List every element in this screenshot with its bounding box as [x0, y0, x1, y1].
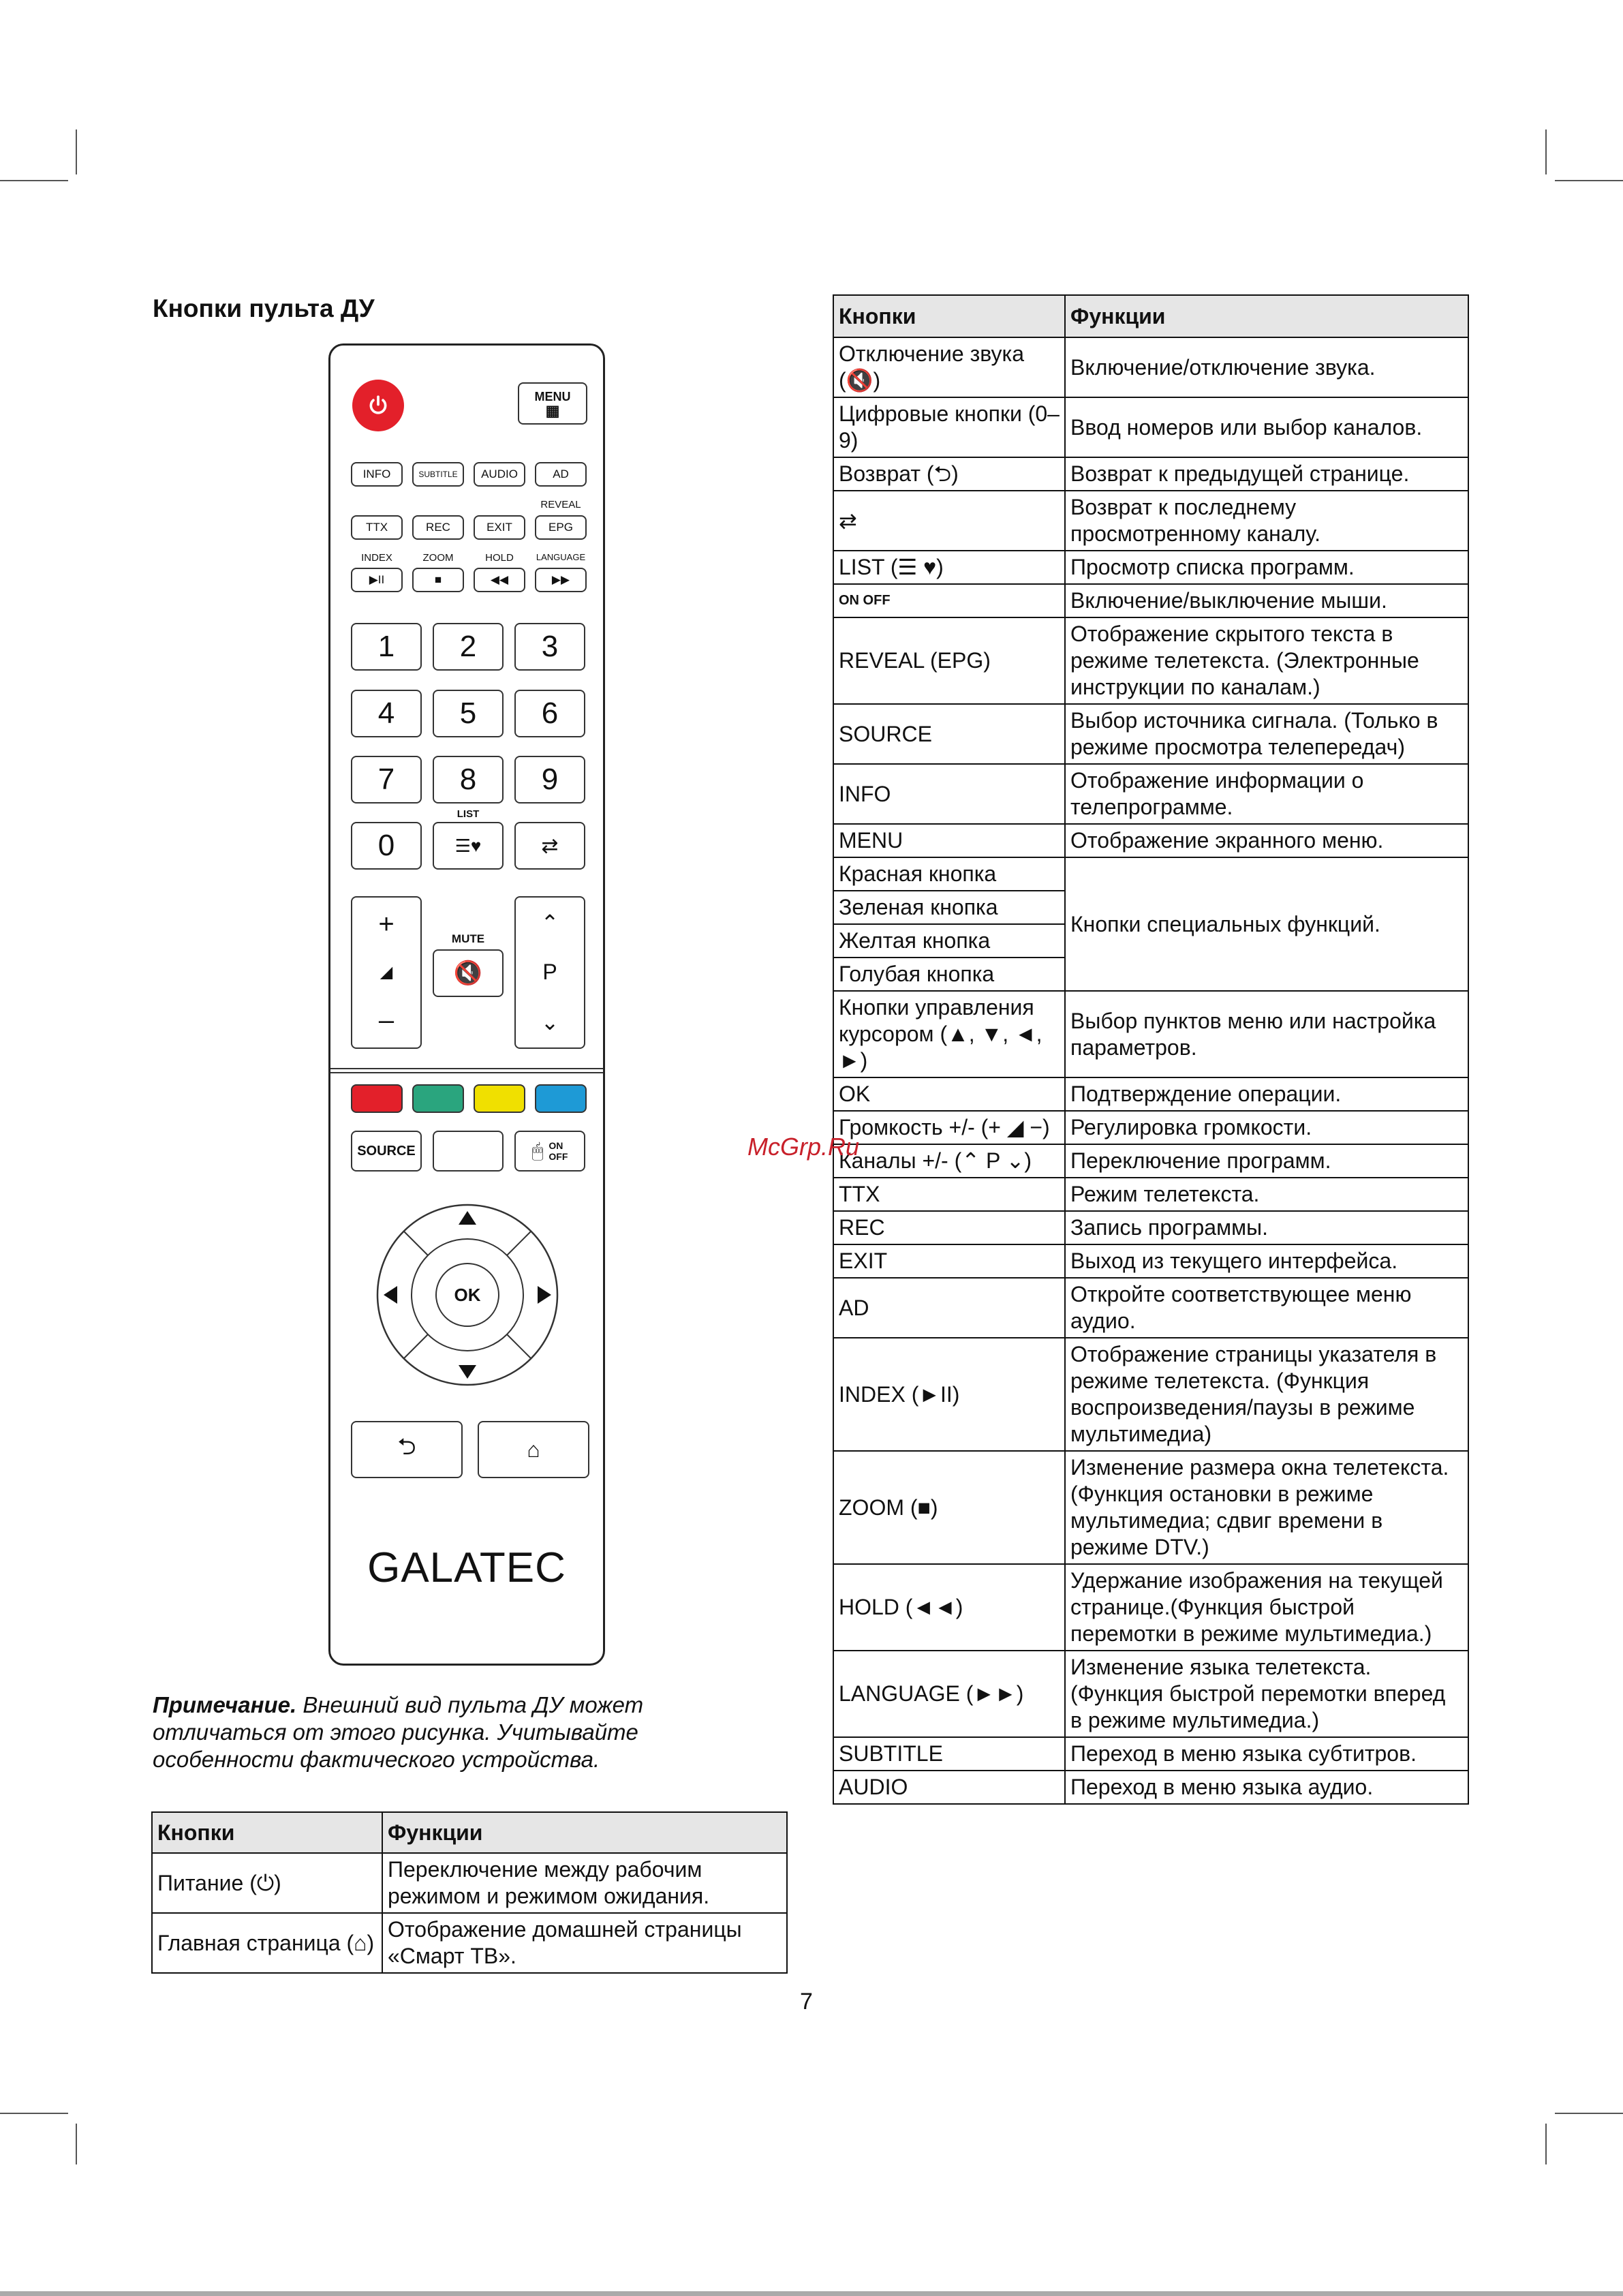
back-button[interactable]	[351, 1421, 463, 1478]
table-row: Возврат (⮌) Возврат к предыдущей странице.	[833, 457, 1468, 491]
volume-minus: –	[378, 1005, 395, 1036]
table-row: INFO Отображение информации о телепрограмме.	[833, 764, 1468, 824]
digit-9-button[interactable]: 9	[514, 756, 585, 803]
digit-8-button[interactable]: 8	[433, 756, 504, 803]
info-button[interactable]: INFO	[351, 462, 403, 487]
digit-2-button[interactable]: 2	[433, 623, 504, 671]
epg-button[interactable]: EPG	[535, 515, 587, 540]
table-row: Голубая кнопка	[833, 958, 1468, 991]
table-row: SOURCE Выбор источника сигнала. (Только в режиме просмотра телепередач)	[833, 704, 1468, 764]
zoom-button[interactable]	[412, 568, 464, 592]
table-row: AD Откройте соответствующее меню аудио.	[833, 1278, 1468, 1338]
home-button[interactable]	[478, 1421, 589, 1478]
mouse-toggle-button[interactable]	[514, 1131, 585, 1172]
table-row: AUDIO Переход в меню языка аудио.	[833, 1771, 1468, 1804]
play-pause-icon: ▶II	[369, 573, 385, 586]
table-row: EXIT Выход из текущего интерфейса.	[833, 1244, 1468, 1278]
note-text: Внешний вид пульта ДУ может отличаться от этого рисунка. Учитывайте особенности фактического устройства.	[153, 1692, 644, 1772]
table-row: Желтая кнопка	[833, 924, 1468, 958]
page-number: 7	[800, 1989, 813, 2015]
language-button[interactable]	[535, 568, 587, 592]
header-functions: Функции	[1065, 295, 1468, 337]
index-button[interactable]	[351, 568, 403, 592]
table-row: REC Запись программы.	[833, 1211, 1468, 1244]
crop-mark	[76, 2124, 77, 2164]
grid-icon: ▦	[545, 401, 560, 419]
digit-7-button[interactable]: 7	[351, 756, 422, 803]
table-row: TTX Режим телетекста.	[833, 1178, 1468, 1211]
note	[153, 1692, 752, 1773]
subtitle-button[interactable]: SUBTITLE	[412, 462, 464, 487]
table-row: REVEAL (EPG) Отображение скрытого текста в режиме телетекста. (Электронные инструкции по каналам.)	[833, 617, 1468, 704]
table-row: Отключение звука (🔇) Включение/отключение звука.	[833, 337, 1468, 397]
language-label: LANGUAGE	[536, 552, 586, 562]
table-row: Зеленая кнопка	[833, 891, 1468, 924]
table-row: Кнопки управления курсором (▲, ▼, ◄, ►) Выбор пунктов меню или настройка параметров.	[833, 991, 1468, 1077]
table-row: ON OFF Включение/выключение мыши.	[833, 584, 1468, 617]
ok-label: OK	[454, 1285, 481, 1305]
table-row: LIST (☰ ♥) Просмотр списка программ.	[833, 551, 1468, 584]
list-button[interactable]	[433, 822, 504, 870]
blue-button[interactable]	[535, 1084, 587, 1113]
list-label: LIST	[457, 808, 480, 820]
table-row: SUBTITLE Переход в меню языка субтитров.	[833, 1737, 1468, 1771]
crop-mark	[0, 180, 68, 181]
table-row: Каналы +/- (⌃ P ⌄) Переключение программ.	[833, 1144, 1468, 1178]
table-row: Питание (⏻) Переключение между рабочим режимом и режимом ожидания.	[152, 1853, 787, 1913]
digit-6-button[interactable]: 6	[514, 690, 585, 737]
recall-icon: ⇄	[541, 834, 559, 857]
stop-icon: ■	[434, 573, 442, 586]
volume-plus: +	[378, 908, 395, 939]
power-button[interactable]	[352, 380, 404, 431]
note-bold: Примечание.	[153, 1692, 297, 1717]
channel-rocker[interactable]	[514, 896, 585, 1049]
mouse-icon: 🖱	[531, 1139, 544, 1161]
volume-icon: ◢	[380, 963, 393, 982]
index-label: INDEX	[361, 552, 392, 564]
digit-4-button[interactable]: 4	[351, 690, 422, 737]
table-row: HOLD (◄◄) Удержание изображения на текущей странице.(Функция быстрой перемотки в режиме мультимедиа.)	[833, 1564, 1468, 1651]
header-functions: Функции	[382, 1812, 787, 1853]
digit-5-button[interactable]: 5	[433, 690, 504, 737]
divider	[330, 1068, 603, 1073]
digit-3-button[interactable]: 3	[514, 623, 585, 671]
table-row: MENU Отображение экранного меню.	[833, 824, 1468, 857]
table-row: Главная страница (⌂) Отображение домашней страницы «Смарт ТВ».	[152, 1913, 787, 1973]
table-row: LANGUAGE (►►) Изменение языка телетекста. (Функция быстрой перемотки вперед в режиме мультимедиа.)	[833, 1651, 1468, 1737]
ttx-button[interactable]: TTX	[351, 515, 403, 540]
left-table	[151, 1811, 788, 1974]
menu-label: MENU	[534, 389, 571, 403]
crop-mark	[76, 129, 77, 174]
yellow-button[interactable]	[474, 1084, 525, 1113]
bottom-edge	[0, 2291, 1623, 2296]
zoom-label: ZOOM	[422, 552, 454, 564]
back-icon: ⮌	[397, 1433, 416, 1460]
fast-forward-icon: ▶▶	[551, 573, 570, 586]
digit-0-button[interactable]: 0	[351, 822, 422, 870]
mute-button[interactable]	[433, 949, 504, 997]
home-icon: ⌂	[527, 1437, 540, 1462]
volume-rocker[interactable]	[351, 896, 422, 1049]
table-row: INDEX (►II) Отображение страницы указателя в режиме телетекста. (Функция воспроизведения/паузы в режиме мультимедиа)	[833, 1338, 1468, 1451]
header-buttons: Кнопки	[833, 295, 1065, 337]
mute-icon: 🔇	[453, 960, 483, 986]
crop-mark	[1555, 180, 1623, 181]
brand-logo: GALATEC	[367, 1544, 566, 1591]
blank-button[interactable]	[433, 1131, 504, 1172]
chevron-up-icon: ⌃	[540, 910, 559, 935]
crop-mark	[1545, 2124, 1547, 2164]
right-table	[833, 294, 1469, 1805]
list-heart-icon: ☰♥	[454, 835, 482, 856]
ad-button[interactable]: AD	[535, 462, 587, 487]
chevron-down-icon: ⌄	[540, 1010, 559, 1035]
green-button[interactable]	[412, 1084, 464, 1113]
table-row: OK Подтверждение операции.	[833, 1077, 1468, 1111]
table-row: ZOOM (■) Изменение размера окна телетекста. (Функция остановки в режиме мультимедиа; сдвиг времени в режиме DTV.)	[833, 1451, 1468, 1564]
digit-1-button[interactable]: 1	[351, 623, 422, 671]
off-label: OFF	[548, 1151, 568, 1162]
crop-mark	[0, 2113, 68, 2114]
rec-button[interactable]: REC	[412, 515, 464, 540]
recall-button[interactable]	[514, 822, 585, 870]
exit-button[interactable]: EXIT	[474, 515, 525, 540]
table-row: Громкость +/- (+ ◢ −) Регулировка громкости.	[833, 1111, 1468, 1144]
menu-button[interactable]	[518, 382, 587, 425]
mute-label: MUTE	[451, 932, 485, 945]
table-row: Красная кнопка Кнопки специальных функций.	[833, 857, 1468, 891]
crop-mark	[1555, 2113, 1623, 2114]
hold-label: HOLD	[485, 552, 514, 564]
table-row: ⇄ Возврат к последнему просмотренному каналу.	[833, 491, 1468, 551]
table-row: Цифровые кнопки (0–9) Ввод номеров или выбор каналов.	[833, 397, 1468, 457]
header-buttons: Кнопки	[152, 1812, 382, 1853]
crop-mark	[1545, 129, 1547, 174]
hold-button[interactable]	[474, 568, 525, 592]
red-button[interactable]	[351, 1084, 403, 1113]
watermark: McGrp.Ru	[747, 1133, 860, 1161]
channel-p-label: P	[542, 960, 557, 985]
remote-control	[328, 343, 605, 1666]
page-title: Кнопки пульта ДУ	[153, 294, 375, 322]
reveal-label: REVEAL	[540, 499, 581, 510]
on-label: ON	[548, 1140, 563, 1151]
audio-button[interactable]: AUDIO	[474, 462, 525, 487]
power-icon	[367, 394, 390, 417]
source-button[interactable]: SOURCE	[351, 1131, 422, 1172]
rewind-icon: ◀◀	[490, 573, 509, 586]
